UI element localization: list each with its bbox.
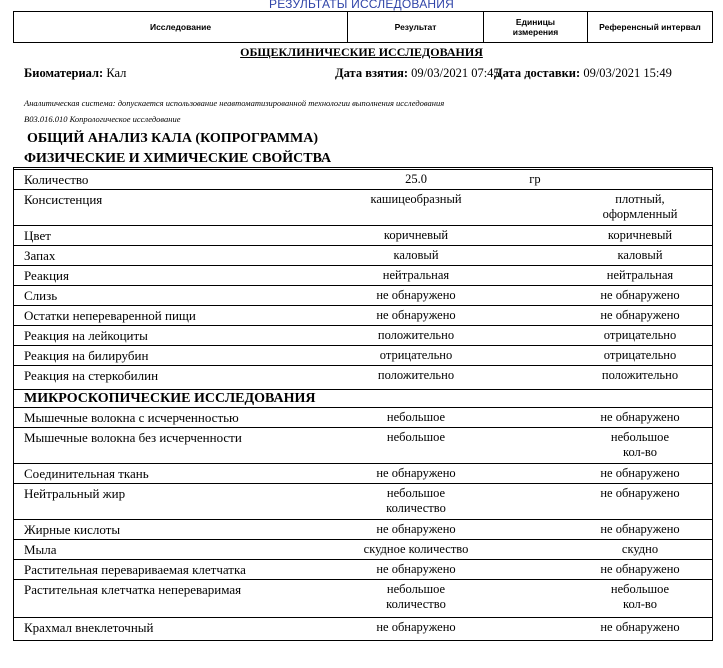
row-label: Крахмал внеклеточный bbox=[24, 620, 154, 635]
row-result-line: положительно bbox=[377, 368, 455, 382]
row-label: Остатки непереваренной пищи bbox=[24, 308, 196, 323]
row-reference bbox=[575, 228, 705, 243]
row-label: Мышечные волокна без исчерченности bbox=[24, 430, 242, 445]
row-reference bbox=[575, 430, 705, 459]
row-result bbox=[336, 582, 496, 611]
row-result bbox=[336, 620, 496, 635]
table-row-divider bbox=[13, 345, 713, 346]
row-result-line: не обнаружено bbox=[376, 522, 456, 536]
row-label: Запах bbox=[24, 248, 56, 263]
table-row-divider bbox=[13, 189, 713, 190]
row-reference-line: небольшое bbox=[610, 582, 670, 596]
table-row-divider bbox=[13, 463, 713, 464]
table-row-divider bbox=[13, 559, 713, 560]
table-section-divider bbox=[13, 389, 713, 390]
table-row-divider bbox=[13, 483, 713, 484]
row-result-line: небольшое bbox=[386, 430, 446, 444]
row-result-line: отрицательно bbox=[379, 348, 453, 362]
note-service-code: B03.016.010 Копрологическое исследование bbox=[24, 114, 181, 124]
row-reference bbox=[575, 308, 705, 323]
biomaterial bbox=[24, 66, 126, 80]
date-delivered-label: Дата доставки: bbox=[494, 66, 581, 80]
row-reference bbox=[575, 466, 705, 481]
row-label: Слизь bbox=[24, 288, 58, 303]
table-row-divider bbox=[13, 325, 713, 326]
row-label: Нейтральный жир bbox=[24, 486, 126, 501]
table-row-divider bbox=[13, 365, 713, 366]
row-reference-line: не обнаружено bbox=[600, 288, 680, 302]
header-units-line2: измерения bbox=[512, 27, 559, 37]
date-taken-value: 09/03/2021 07:45 bbox=[411, 66, 500, 80]
row-reference-line: коричневый bbox=[607, 228, 673, 242]
row-reference-line: нейтральная bbox=[606, 268, 674, 282]
table-row-divider bbox=[13, 617, 713, 618]
row-result-line: 25.0 bbox=[405, 172, 427, 186]
table-section-divider bbox=[13, 167, 713, 168]
header-units-line1: Единицы bbox=[515, 17, 556, 27]
section-physical-chemical: ФИЗИЧЕСКИЕ И ХИМИЧЕСКИЕ СВОЙСТВА bbox=[24, 151, 332, 166]
table-row-divider bbox=[13, 305, 713, 306]
row-result-line: не обнаружено bbox=[376, 620, 456, 634]
row-label: Реакция на билирубин bbox=[24, 348, 149, 363]
row-reference bbox=[575, 248, 705, 263]
row-result-line: не обнаружено bbox=[376, 308, 456, 322]
row-reference-line: не обнаружено bbox=[600, 308, 680, 322]
table-row-divider bbox=[13, 169, 713, 170]
row-result bbox=[336, 308, 496, 323]
table-row-divider bbox=[13, 539, 713, 540]
row-reference bbox=[575, 328, 705, 343]
row-result bbox=[336, 542, 496, 557]
row-label: Растительная клетчатка непереваримая bbox=[24, 582, 242, 597]
date-delivered-value: 09/03/2021 15:49 bbox=[583, 66, 672, 80]
table-right-border bbox=[712, 167, 713, 640]
table-row-divider bbox=[13, 285, 713, 286]
row-reference bbox=[575, 620, 705, 635]
row-reference-line: плотный, bbox=[615, 192, 665, 206]
row-result-line: положительно bbox=[377, 328, 455, 342]
table-row-divider bbox=[13, 225, 713, 226]
row-reference bbox=[575, 522, 705, 537]
row-result bbox=[336, 522, 496, 537]
row-result-line: скудное количество bbox=[363, 542, 469, 556]
row-label: Реакция на стеркобилин bbox=[24, 368, 159, 383]
row-result-line: кашицеобразный bbox=[370, 192, 462, 206]
row-label: Соединительная ткань bbox=[24, 466, 149, 481]
row-reference bbox=[575, 542, 705, 557]
document-title: РЕЗУЛЬТАТЫ ИССЛЕДОВАНИЯ bbox=[269, 0, 454, 11]
row-result bbox=[336, 328, 496, 343]
row-result-line: небольшое bbox=[386, 410, 446, 424]
row-result bbox=[336, 228, 496, 243]
row-reference-line: отрицательно bbox=[603, 348, 677, 362]
row-reference-line: небольшое bbox=[610, 430, 670, 444]
row-label: Количество bbox=[24, 172, 89, 187]
note-analytical-system: Аналитическая система: допускается использование неавтоматизированной технологии выполнения исследования bbox=[24, 98, 445, 108]
section-general-clinical bbox=[0, 45, 723, 59]
row-result bbox=[336, 172, 496, 187]
table-row-divider bbox=[13, 579, 713, 580]
date-taken-label: Дата взятия: bbox=[335, 66, 408, 80]
row-reference-line: кол-во bbox=[623, 596, 657, 611]
row-result bbox=[336, 486, 496, 515]
row-label: Жирные кислоты bbox=[24, 522, 121, 537]
row-label: Реакция bbox=[24, 268, 69, 283]
row-result-line: нейтральная bbox=[382, 268, 450, 282]
row-result bbox=[336, 248, 496, 263]
row-result bbox=[336, 466, 496, 481]
row-result-line: количество bbox=[386, 500, 446, 515]
row-result-line: не обнаружено bbox=[376, 466, 456, 480]
row-result bbox=[336, 288, 496, 303]
row-reference-line: отрицательно bbox=[603, 328, 677, 342]
row-reference bbox=[575, 288, 705, 303]
biomaterial-label: Биоматериал: bbox=[24, 66, 104, 80]
row-result-line: не обнаружено bbox=[376, 562, 456, 576]
row-result bbox=[336, 348, 496, 363]
table-row-divider bbox=[13, 519, 713, 520]
table-row-divider bbox=[13, 245, 713, 246]
row-result-line: количество bbox=[386, 596, 446, 611]
row-result-line: небольшое bbox=[386, 486, 446, 500]
row-reference-line: не обнаружено bbox=[600, 620, 680, 634]
row-reference-line: не обнаружено bbox=[600, 486, 680, 500]
header-test: Исследование bbox=[14, 12, 348, 42]
row-result-line: коричневый bbox=[383, 228, 449, 242]
table-row-divider bbox=[13, 407, 713, 408]
row-result bbox=[336, 562, 496, 577]
row-reference bbox=[575, 268, 705, 283]
analysis-title: ОБЩИЙ АНАЛИЗ КАЛА (КОПРОГРАММА) bbox=[27, 131, 319, 146]
row-reference-line: кол-во bbox=[623, 444, 657, 459]
row-reference bbox=[575, 410, 705, 425]
row-reference-line: не обнаружено bbox=[600, 522, 680, 536]
table-row-divider bbox=[13, 427, 713, 428]
table-header bbox=[13, 11, 713, 43]
row-result bbox=[336, 192, 496, 207]
header-units bbox=[484, 12, 588, 42]
row-reference-line: не обнаружено bbox=[600, 466, 680, 480]
table-row-divider bbox=[13, 265, 713, 266]
date-delivered bbox=[494, 66, 672, 80]
section-general-clinical-text: ОБЩЕКЛИНИЧЕСКИЕ ИССЛЕДОВАНИЯ bbox=[240, 45, 483, 59]
row-reference bbox=[575, 486, 705, 501]
biomaterial-value: Кал bbox=[106, 66, 127, 80]
header-reference: Референсный интервал bbox=[599, 22, 701, 32]
row-result bbox=[336, 430, 496, 445]
row-reference-line: оформленный bbox=[602, 206, 678, 221]
row-label: Реакция на лейкоциты bbox=[24, 328, 148, 343]
row-reference bbox=[575, 562, 705, 577]
row-reference-line: положительно bbox=[601, 368, 679, 382]
table-section-divider bbox=[13, 640, 713, 641]
row-result-line: каловый bbox=[393, 248, 439, 262]
row-result bbox=[336, 368, 496, 383]
row-label: Консистенция bbox=[24, 192, 103, 207]
row-result-line: не обнаружено bbox=[376, 288, 456, 302]
header-result: Результат bbox=[348, 12, 484, 42]
row-reference bbox=[575, 348, 705, 363]
table-left-border bbox=[13, 167, 14, 640]
row-reference-line: не обнаружено bbox=[600, 562, 680, 576]
row-result-line: небольшое bbox=[386, 582, 446, 596]
row-label: Растительная перевариваемая клетчатка bbox=[24, 562, 246, 577]
row-result bbox=[336, 410, 496, 425]
row-label: Мышечные волокна с исчерченностью bbox=[24, 410, 239, 425]
date-taken bbox=[335, 66, 500, 80]
row-unit: гр bbox=[529, 172, 541, 186]
row-reference bbox=[575, 582, 705, 611]
row-label: Цвет bbox=[24, 228, 51, 243]
row-reference-line: не обнаружено bbox=[600, 410, 680, 424]
row-result bbox=[336, 268, 496, 283]
row-reference bbox=[575, 192, 705, 221]
row-reference-line: каловый bbox=[617, 248, 663, 262]
row-reference bbox=[575, 368, 705, 383]
row-label: Мыла bbox=[24, 542, 57, 557]
row-reference-line: скудно bbox=[621, 542, 659, 556]
section-microscopic: МИКРОСКОПИЧЕСКИЕ ИССЛЕДОВАНИЯ bbox=[24, 391, 316, 406]
